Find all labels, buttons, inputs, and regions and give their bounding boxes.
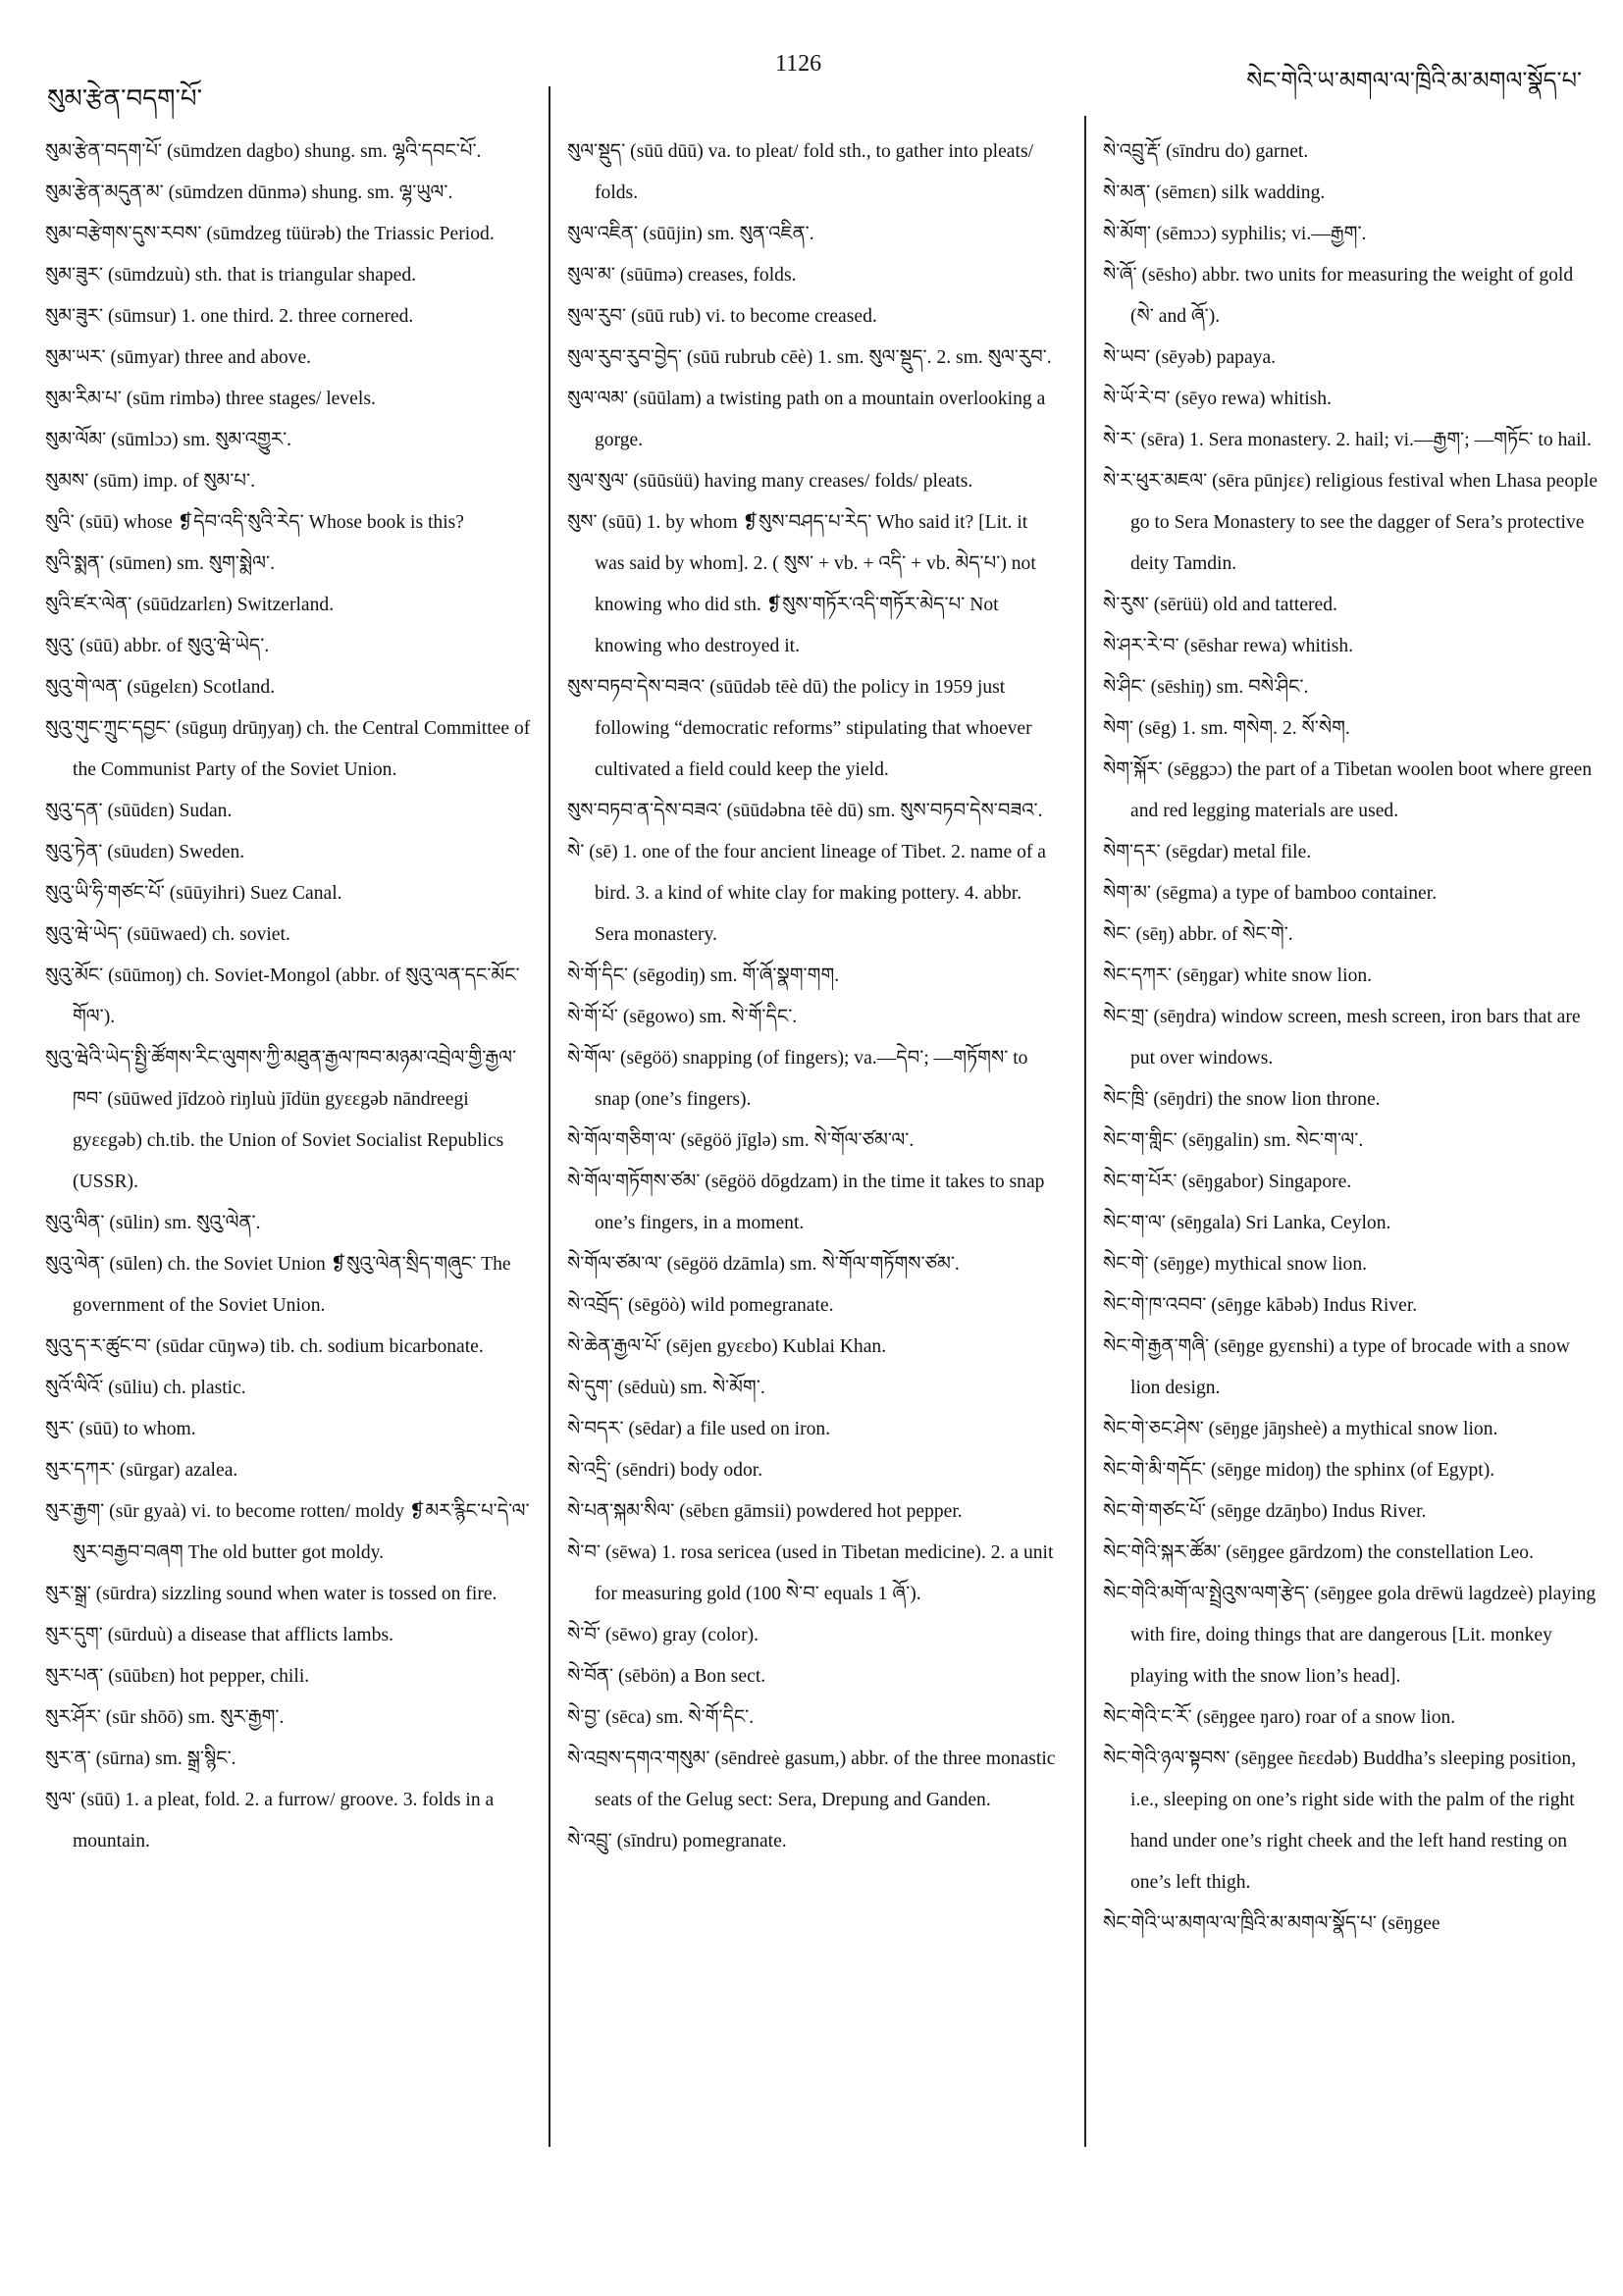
dictionary-entry: སུའུ་ཝེའི་ཡེད་སྤྱི་ཚོགས་རིང་ལུགས་ཀྱི་མཐུན་རྒྱལ་ཁབ་མཉམ་འབྲེལ་གྱི་རྒྱལ་ཁབ་ (sūūwed jīdzoò riŋluù jīdün gyɛɛgəb nāndreegi gyɛɛgəb) ch.tib. the Union of Soviet Socialist Republics (USSR).: [45, 1048, 517, 1192]
dictionary-entry: སུའི་ཛར་ལེན་ (sūūdzarlɛn) Switzerland.: [45, 595, 335, 615]
dictionary-entry: སེ་གོ་དིང་ (sēgodiŋ) sm. གོ་ཞོ་སྣག་གག.: [567, 965, 840, 986]
dictionary-entry: སེག་ (sēg) 1. sm. གསེག. 2. སོ་སེག.: [1103, 718, 1350, 739]
dictionary-entry: སུམ་ཟུར་ (sūmsur) 1. one third. 2. three cornered.: [45, 306, 414, 327]
dictionary-entry: སེག་སྐོར་ (sēggɔɔ) the part of a Tibetan woolen boot where green and red legging materials are used.: [1103, 759, 1593, 821]
dictionary-entry: སེ་གོ་པོ་ (sēgowo) sm. སེ་གོ་དིང་.: [567, 1007, 798, 1027]
dictionary-entry: སུམ་རིམ་པ་ (sūm rimbə) three stages/ levels.: [45, 389, 376, 409]
dictionary-entry: སེང་དཀར་ (sēŋgar) white snow lion.: [1103, 965, 1373, 986]
dictionary-entry: སེ་པན་སྐམ་སིལ་ (sēbɛn gāmsii) powdered hot pepper.: [567, 1501, 963, 1522]
dictionary-entry: སེ་ཡབ་ (sēyəb) papaya.: [1103, 347, 1277, 368]
dictionary-entry: སེང་གེ་གཙང་པོ་ (sēŋge dzāŋbo) Indus River.: [1103, 1501, 1427, 1522]
dictionary-entry: སེ་ཞོ་ (sēsho) abbr. two units for measuring the weight of gold (སེ་ and ཞོ་).: [1103, 265, 1574, 327]
dictionary-entry: སུས་ (sūū) 1. by whom ❡སུས་བཤད་པ་རེད་ Who said it? [Lit. it was said by whom]. 2. ( སུས་ + vb. + འདི་ + vb. མེད་པ་) not knowing who did sth. ❡སུས་གཏོར་འདི་གཏོར་མེད་པ་ Not knowing who destroyed it.: [567, 512, 1036, 656]
dictionary-entry: སུལ་རུབ་རུབ་བྱེད་ (sūū rubrub cēè) 1. sm. སུལ་སྡུད་. 2. sm. སུལ་རུབ་.: [567, 347, 1052, 368]
dictionary-column-3: [1103, 131, 1598, 1945]
dictionary-entry: སེང་ག་གླིང་ (sēŋgalin) sm. སེང་ག་ལ་.: [1103, 1130, 1364, 1151]
dictionary-entry: སེ་བྱ་ (sēca) sm. སེ་གོ་དིང་.: [567, 1707, 755, 1728]
dictionary-entry: སེ་འབྲས་དགའ་གསུམ་ (sēndreè gasum,) abbr. of the three monastic seats of the Gelug sect: Sera, Drepung and Ganden.: [567, 1748, 1056, 1810]
dictionary-entry: སུར་ (sūū) to whom.: [45, 1419, 196, 1439]
dictionary-entry: སེ་ཤིང་ (sēshiŋ) sm. བསེ་ཤིང་.: [1103, 677, 1309, 698]
dictionary-entry: སུམ་ཟུར་ (sūmdzuù) sth. that is triangular shaped.: [45, 265, 417, 286]
dictionary-entry: སེ་ (sē) 1. one of the four ancient lineage of Tibet. 2. name of a bird. 3. a kind of white clay for making pottery. 4. abbr. Sera monastery.: [567, 842, 1046, 945]
dictionary-entry: སུམས་ (sūm) imp. of སུམ་པ་.: [45, 471, 255, 492]
dictionary-entry: སེང་གེའི་སྐར་ཚོམ་ (sēŋgee gārdzom) the constellation Leo.: [1103, 1542, 1534, 1563]
dictionary-entry: སུར་དཀར་ (sūrgar) azalea.: [45, 1460, 238, 1481]
dictionary-entry: སེ་འབྲུ་ (sīndru) pomegranate.: [567, 1831, 787, 1852]
dictionary-entry: སེ་ཤར་རེ་བ་ (sēshar rewa) whitish.: [1103, 636, 1354, 656]
dictionary-entry: སུའུ་ཡི་ཧི་གཙང་པོ་ (sūūyihri) Suez Canal.: [45, 883, 342, 904]
dictionary-entry: སུས་བཏབ་དེས་བཟའ་ (sūūdəb tēè dū) the policy in 1959 just following “democratic reforms” stipulating that whoever cultivated a field could keep the yield.: [567, 677, 1032, 780]
dictionary-entry: སུམ་བརྩེགས་དུས་རབས་ (sūmdzeg tüürəb) the Triassic Period.: [45, 224, 495, 244]
dictionary-entry: སེ་འབྲོད་ (sēgöò) wild pomegranate.: [567, 1295, 834, 1316]
dictionary-entry: སེ་གོལ་ (sēgöö) snapping (of fingers); va.—དེབ་; —གཏོགས་ to snap (one’s fingers).: [567, 1048, 1028, 1110]
column-divider: [1084, 116, 1086, 2147]
dictionary-entry: སུམ་རྩེན་བདག་པོ་ (sūmdzen dagbo) shung. sm. ལྷའི་དབང་པོ་.: [45, 141, 482, 162]
dictionary-entry: སེང་གེའི་ཉལ་སྟབས་ (sēŋgee ñɛɛdəb) Buddha’s sleeping position, i.e., sleeping on one’s right side with the palm of the right hand under one’s right cheek and the left hand resting on one’s left thigh.: [1103, 1748, 1577, 1893]
running-head-left: སུམ་རྩེན་བདག་པོ་: [47, 84, 203, 113]
dictionary-entry: སེང་ག་ལ་ (sēŋgala) Sri Lanka, Ceylon.: [1103, 1213, 1391, 1233]
dictionary-entry: སུལ་ (sūū) 1. a pleat, fold. 2. a furrow/ groove. 3. folds in a mountain.: [45, 1790, 495, 1852]
dictionary-entry: སེང་གེ་རྒྱན་གཞི་ (sēŋge gyɛnshi) a type of brocade with a snow lion design.: [1103, 1336, 1570, 1398]
dictionary-entry: སེང་གེ་ཅང་ཤེས་ (sēŋge jāŋsheè) a mythical snow lion.: [1103, 1419, 1498, 1439]
dictionary-entry: སུར་རྒྱག་ (sūr gyaà) vi. to become rotten/ moldy ❡མར་རྙིང་པ་དེ་ལ་སུར་བརྒྱབ་བཞག The old butter got moldy.: [45, 1501, 530, 1563]
dictionary-entry: སེ་དུག་ (sēduù) sm. སེ་མོག་.: [567, 1378, 765, 1398]
dictionary-entry: སུའི་སྨན་ (sūmen) sm. སུག་སྨེལ་.: [45, 553, 275, 574]
dictionary-entry: སེང་ག་པོར་ (sēŋgabor) Singapore.: [1103, 1172, 1352, 1192]
dictionary-entry: སུའུ་གུང་ཀྲུང་དབྱང་ (sūguŋ drūŋyaŋ) ch. the Central Committee of the Communist Party of the Soviet Union.: [45, 718, 531, 780]
dictionary-entry: སུའུ་ལེན་ (sūlen) ch. the Soviet Union ❡སུའུ་ལེན་སྲིད་གཞུང་ The government of the Soviet Union.: [45, 1254, 511, 1316]
dictionary-entry: སུའུ་ (sūū) abbr. of སུའུ་ཝེ་ཡེད་.: [45, 636, 270, 656]
dictionary-entry: སེ་གོལ་གཅིག་ལ་ (sēgöö jīglə) sm. སེ་གོལ་ཙམ་ལ་.: [567, 1130, 915, 1151]
dictionary-entry: སུའུ་ད་ར་ཚུང་བ་ (sūdar cūŋwə) tib. ch. sodium bicarbonate.: [45, 1336, 484, 1357]
column-divider: [549, 86, 550, 2147]
dictionary-entry: སེ་འདྲི་ (sēndri) body odor.: [567, 1460, 763, 1481]
dictionary-entry: སུའུ་ཝེ་ཡེད་ (sūūwaed) ch. soviet.: [45, 924, 290, 945]
dictionary-entry: སེ་གོལ་ཙམ་ལ་ (sēgöö dzāmla) sm. སེ་གོལ་གཏོགས་ཙམ་.: [567, 1254, 960, 1275]
dictionary-entry: སེག་མ་ (sēgma) a type of bamboo container.: [1103, 883, 1438, 904]
dictionary-entry: སུར་ན་ (sūrna) sm. སྒྲ་སྙིང་.: [45, 1748, 236, 1769]
dictionary-entry: སེ་ཆེན་རྒྱལ་པོ་ (sējen gyɛɛbo) Kublai Khan.: [567, 1336, 887, 1357]
dictionary-entry: སུམ་ལོམ་ (sūmlɔɔ) sm. སུམ་འགྱུར་.: [45, 430, 292, 450]
dictionary-entry: སུས་བཏབ་ན་དེས་བཟའ་ (sūūdəbna tēè dū) sm. སུས་བཏབ་དེས་བཟའ་.: [567, 801, 1043, 821]
dictionary-entry: སེ་བོན་ (sēbön) a Bon sect.: [567, 1666, 766, 1687]
dictionary-entry: སེ་གོལ་གཏོགས་ཙམ་ (sēgöö dōgdzam) in the time it takes to snap one’s fingers, in a moment.: [567, 1172, 1045, 1233]
dictionary-entry: སེ་འབྲུ་རྡོ་ (sīndru do) garnet.: [1103, 141, 1309, 162]
dictionary-entry: སེང་གེའི་ང་རོ་ (sēŋgee ŋaro) roar of a snow lion.: [1103, 1707, 1456, 1728]
dictionary-entry: སུར་ཤོར་ (sūr shōō) sm. སུར་རྒྱག་.: [45, 1707, 285, 1728]
dictionary-entry: སེག་དར་ (sēgdar) metal file.: [1103, 842, 1312, 862]
dictionary-entry: སུར་པན་ (sūūbɛn) hot pepper, chili.: [45, 1666, 310, 1687]
dictionary-entry: སུའོ་ལིའོ་ (sūliu) ch. plastic.: [45, 1378, 246, 1398]
dictionary-entry: སེང་གེ་ཁ་འབབ་ (sēŋge kābəb) Indus River.: [1103, 1295, 1418, 1316]
dictionary-entry: སུམ་རྩེན་མདུན་མ་ (sūmdzen dūnmə) shung. sm. ལྷ་ཡུལ་.: [45, 183, 453, 203]
dictionary-entry: སུལ་ལམ་ (sūūlam) a twisting path on a mountain overlooking a gorge.: [567, 389, 1046, 450]
dictionary-entry: སུའུ་ལིན་ (sūlin) sm. སུའུ་ལེན་.: [45, 1213, 261, 1233]
dictionary-entry: སེང་ (sēŋ) abbr. of སེང་གེ་.: [1103, 924, 1293, 945]
dictionary-entry: སུའུ་དན་ (sūūdɛn) Sudan.: [45, 801, 233, 821]
dictionary-entry: སུར་སྒྲ་ (sūrdra) sizzling sound when water is tossed on fire.: [45, 1584, 497, 1604]
dictionary-entry: སུལ་མ་ (sūūmə) creases, folds.: [567, 265, 797, 286]
page-number: 1126: [775, 51, 822, 77]
dictionary-entry: སུལ་འཇིན་ (sūūjin) sm. སུན་འཇིན་.: [567, 224, 814, 244]
dictionary-entry: སེ་བོ་ (sēwo) gray (color).: [567, 1625, 759, 1645]
dictionary-entry: སུལ་སུལ་ (sūūsüü) having many creases/ folds/ pleats.: [567, 471, 973, 492]
dictionary-entry: སེང་གེའི་ཡ་མགལ་ལ་ཁྲིའི་མ་མགལ་སྣོད་པ་ (sēŋgee: [1103, 1913, 1440, 1934]
dictionary-entry: སེང་གེ་མི་གདོང་ (sēŋge midoŋ) the sphinx (of Egypt).: [1103, 1460, 1495, 1481]
dictionary-entry: སུམ་ཡར་ (sūmyar) three and above.: [45, 347, 312, 368]
dictionary-entry: སེང་གེ་ (sēŋge) mythical snow lion.: [1103, 1254, 1368, 1275]
dictionary-entry: སེ་ར་ཕུར་མཇལ་ (sēra pūnjɛɛ) religious festival when Lhasa people go to Sera Monastery to see the dagger of Sera’s protective deity Tamdin.: [1103, 471, 1598, 574]
dictionary-entry: སུའི་ (sūū) whose ❡དེབ་འདི་སུའི་རེད་ Whose book is this?: [45, 512, 464, 533]
dictionary-entry: སུལ་རུབ་ (sūū rub) vi. to become creased.: [567, 306, 877, 327]
dictionary-entry: སེ་རུས་ (sērüü) old and tattered.: [1103, 595, 1337, 615]
dictionary-entry: སེ་བ་ (sēwa) 1. rosa sericea (used in Tibetan medicine). 2. a unit for measuring gold (100 སེ་བ་ equals 1 ཞོ་).: [567, 1542, 1054, 1604]
dictionary-entry: སུལ་སྡུད་ (sūū dūū) va. to pleat/ fold sth., to gather into pleats/ folds.: [567, 141, 1034, 203]
dictionary-entry: སེང་གེའི་མགོ་ལ་སྤྲེའུས་ལག་རྩེད་ (sēŋgee gola drēwü lagdzeè) playing with fire, doing things that are dangerous [Lit. monkey playing with the snow lion’s head].: [1103, 1584, 1597, 1687]
dictionary-column-2: [567, 131, 1058, 1862]
dictionary-entry: སེང་གྲ་ (sēŋdra) window screen, mesh screen, iron bars that are put over windows.: [1103, 1007, 1581, 1069]
running-head-right: སེང་གེའི་ཡ་མགལ་ལ་ཁྲིའི་མ་མགལ་སྣོད་པ་: [1246, 69, 1582, 94]
dictionary-entry: སུའུ་མོང་ (sūūmoŋ) ch. Soviet-Mongol (abbr. of སུའུ་ལན་དང་མོང་གོལ་).: [45, 965, 520, 1027]
dictionary-entry: སུའུ་ཏེན་ (sūudɛn) Sweden.: [45, 842, 245, 862]
dictionary-entry: སེ་མན་ (sēmɛn) silk wadding.: [1103, 183, 1326, 203]
dictionary-entry: སེ་མོག་ (sēmɔɔ) syphilis; vi.—རྒྱག་.: [1103, 224, 1367, 244]
dictionary-entry: སེ་བདར་ (sēdar) a file used on iron.: [567, 1419, 831, 1439]
dictionary-entry: སུའུ་གེ་ལན་ (sūgelɛn) Scotland.: [45, 677, 276, 698]
dictionary-entry: སེང་ཁྲི་ (sēŋdri) the snow lion throne.: [1103, 1089, 1381, 1110]
dictionary-column-1: [45, 131, 541, 1862]
dictionary-entry: སུར་དུག་ (sūrduù) a disease that afflicts lambs.: [45, 1625, 393, 1645]
dictionary-entry: སེ་ཡོ་རེ་བ་ (sēyo rewa) whitish.: [1103, 389, 1332, 409]
dictionary-entry: སེ་ར་ (sēra) 1. Sera monastery. 2. hail; vi.—རྒྱག་; —གཏོང་ to hail.: [1103, 430, 1592, 450]
